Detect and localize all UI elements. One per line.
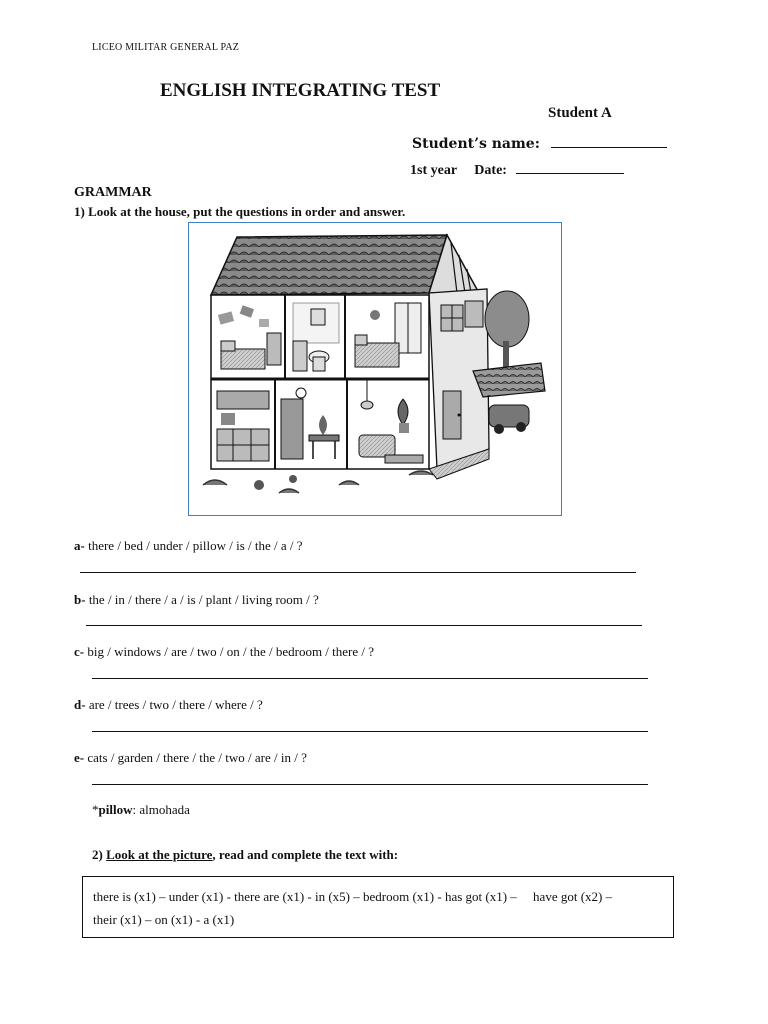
- note-star: *: [92, 802, 99, 817]
- question-c: [74, 644, 374, 660]
- question-text: there / bed / under / pillow / is / the / a / ?: [88, 538, 303, 553]
- exercise-2-number: 2): [92, 847, 107, 862]
- vocabulary-note: [92, 802, 190, 818]
- question-text: cats / garden / there / the / two / are / in / ?: [87, 750, 307, 765]
- date-label: Date:: [474, 163, 507, 178]
- question-letter: d-: [74, 697, 86, 712]
- answer-line-d[interactable]: [92, 731, 648, 732]
- question-letter: b-: [74, 592, 86, 607]
- house-picture: [188, 222, 562, 516]
- question-text: big / windows / are / two / on / the / bedroom / there / ?: [87, 644, 375, 659]
- question-d: [74, 697, 263, 713]
- school-name: LICEO MILITAR GENERAL PAZ: [92, 42, 240, 53]
- student-name-label: Student’s name:: [412, 136, 540, 152]
- answer-line-a[interactable]: [80, 572, 636, 573]
- question-letter: a-: [74, 538, 85, 553]
- date-blank[interactable]: [516, 159, 624, 174]
- exercise-2-instruction: [92, 847, 398, 863]
- word-bank-line-1: there is (x1) – under (x1) - there are (x1) - in (x5) – bedroom (x1) - has got (x1) – have got (x2) –: [93, 889, 613, 904]
- exercise-2-underlined: Look at the picture: [106, 847, 213, 862]
- grammar-heading: GRAMMAR: [74, 185, 152, 200]
- student-label: Student A: [548, 105, 612, 121]
- word-bank-line-2: their (x1) – on (x1) - a (x1): [93, 912, 235, 927]
- question-text: are / trees / two / there / where / ?: [88, 697, 263, 712]
- note-translation: : almohada: [132, 802, 190, 817]
- question-letter: e-: [74, 750, 85, 765]
- answer-line-c[interactable]: [92, 678, 648, 679]
- question-a: [74, 538, 303, 554]
- house-illustration: [189, 223, 561, 515]
- roof: [211, 235, 479, 295]
- exercise-1-instruction: 1) Look at the house, put the questions in order and answer.: [74, 204, 406, 219]
- question-b: [74, 592, 319, 608]
- test-title: ENGLISH INTEGRATING TEST: [160, 80, 441, 101]
- question-letter: c-: [74, 644, 85, 659]
- question-e: [74, 750, 307, 766]
- tree: [485, 291, 529, 371]
- student-name-row: [412, 133, 667, 152]
- date-row: [410, 159, 624, 179]
- exercise-2-rest: , read and complete the text with:: [212, 847, 399, 862]
- word-bank-box: [82, 876, 674, 938]
- note-word: pillow: [98, 802, 133, 817]
- question-text: the / in / there / a / is / plant / living room / ?: [88, 592, 319, 607]
- answer-line-e[interactable]: [92, 784, 648, 785]
- answer-line-b[interactable]: [86, 625, 642, 626]
- student-name-blank[interactable]: [551, 133, 667, 148]
- year-label: 1st year: [410, 163, 457, 178]
